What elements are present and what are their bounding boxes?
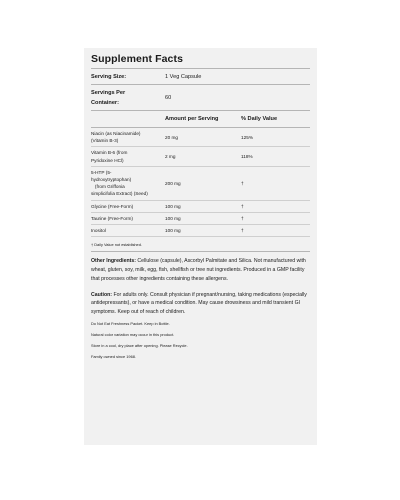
- nutrient-amount: 2 mg: [165, 154, 176, 159]
- nutrient-table: [91, 128, 310, 237]
- servings-per-container-value: 60: [165, 94, 172, 101]
- caution-label: Caution:: [91, 291, 113, 298]
- servings-label-line2: Container:: [91, 99, 119, 106]
- nutrient-name: [91, 147, 165, 165]
- nutrient-amount: 200 mg: [165, 180, 181, 186]
- other-ingredients-text: Cellulose (capsule), Ascorbyl Palmitate and Silica. Not manufactured with wheat, gluten, soy, milk, egg, fish, shellfish or tree nut ingredients. Produced in a GMP facility that processes other ingredients containing these allergens.: [91, 258, 306, 282]
- nutrient-daily-value: †: [241, 203, 244, 209]
- nutrient-amount: 100 mg: [165, 203, 181, 209]
- nutrient-name-line: Glycine (Free-Form): [91, 203, 134, 209]
- header-amount: Amount per Serving: [165, 116, 219, 122]
- nutrient-name-line: Inositol: [91, 228, 106, 234]
- nutrient-name-line: hydroxytryptophan): [91, 177, 132, 183]
- nutrient-name: [91, 213, 165, 224]
- nutrient-row: [91, 213, 310, 225]
- nutrient-daily-value: †: [241, 228, 244, 234]
- header-daily-value: % Daily Value: [241, 116, 278, 122]
- note-freshness-packet: Do Not Eat Freshness Packet. Keep in Bottle.: [91, 321, 170, 327]
- nutrient-name: [91, 128, 165, 146]
- nutrient-daily-value: †: [241, 180, 244, 186]
- nutrient-name-line: (Vitamin B-3): [91, 138, 119, 144]
- nutrient-name: [91, 201, 165, 212]
- supplement-facts-panel: [84, 48, 317, 445]
- serving-size-row: [91, 69, 310, 84]
- daily-value-footnote: † Daily Value not established.: [91, 241, 142, 247]
- other-ingredients-label: Other Ingredients:: [91, 258, 136, 265]
- serving-size-value: 1 Veg Capsule: [165, 73, 202, 80]
- nutrient-name: [91, 167, 165, 200]
- nutrient-name-line: Niacin (as Niacinamide): [91, 131, 141, 136]
- nutrient-daily-value: 118%: [241, 154, 253, 159]
- nutrient-name-line: Taurine (Free-Form): [91, 215, 133, 221]
- nutrient-row: [91, 167, 310, 201]
- panel-title: Supplement Facts: [91, 53, 184, 65]
- nutrient-daily-value: †: [241, 215, 244, 221]
- nutrient-amount: 100 mg: [165, 228, 181, 234]
- nutrient-amount: 20 mg: [165, 134, 179, 140]
- nutrient-name-line: simplicifolia Extract) (Seed): [91, 191, 148, 197]
- serving-size-label: Serving Size:: [91, 73, 127, 80]
- nutrient-daily-value: 125%: [241, 134, 253, 140]
- nutrient-name-line: Vitamin B-6 (from: [91, 150, 128, 156]
- nutrient-name-line: (from Griffonia: [91, 184, 125, 190]
- servings-label-line1: Servings Per: [91, 89, 126, 96]
- caution: [91, 284, 310, 317]
- table-header: [91, 111, 310, 127]
- notes-list: [91, 317, 310, 362]
- nutrient-name: [91, 225, 165, 236]
- nutrient-row: [91, 147, 310, 166]
- other-ingredients: [91, 252, 310, 283]
- servings-per-container-label: [91, 88, 165, 108]
- note-storage: Store in a cool, dry place after opening. Please Recycle.: [91, 343, 188, 349]
- nutrient-row: [91, 201, 310, 213]
- nutrient-name-line: Pyridoxine HCl): [91, 157, 124, 163]
- nutrient-amount: 100 mg: [165, 215, 181, 221]
- nutrient-row: [91, 225, 310, 237]
- note-color-variation: Natural color variation may occur in this product.: [91, 332, 175, 338]
- caution-text: For adults only. Consult physician if pregnant/nursing, taking medications (especially antidepressants), or have a medical condition. May cause drowsiness and mild transient GI symptoms. Keep out of reach of children.: [91, 291, 307, 316]
- servings-per-container-row: [91, 85, 310, 110]
- nutrient-name-line: 5-HTP (5-: [91, 169, 112, 175]
- note-family-owned: Family owned since 1968.: [91, 354, 136, 360]
- nutrient-row: [91, 128, 310, 147]
